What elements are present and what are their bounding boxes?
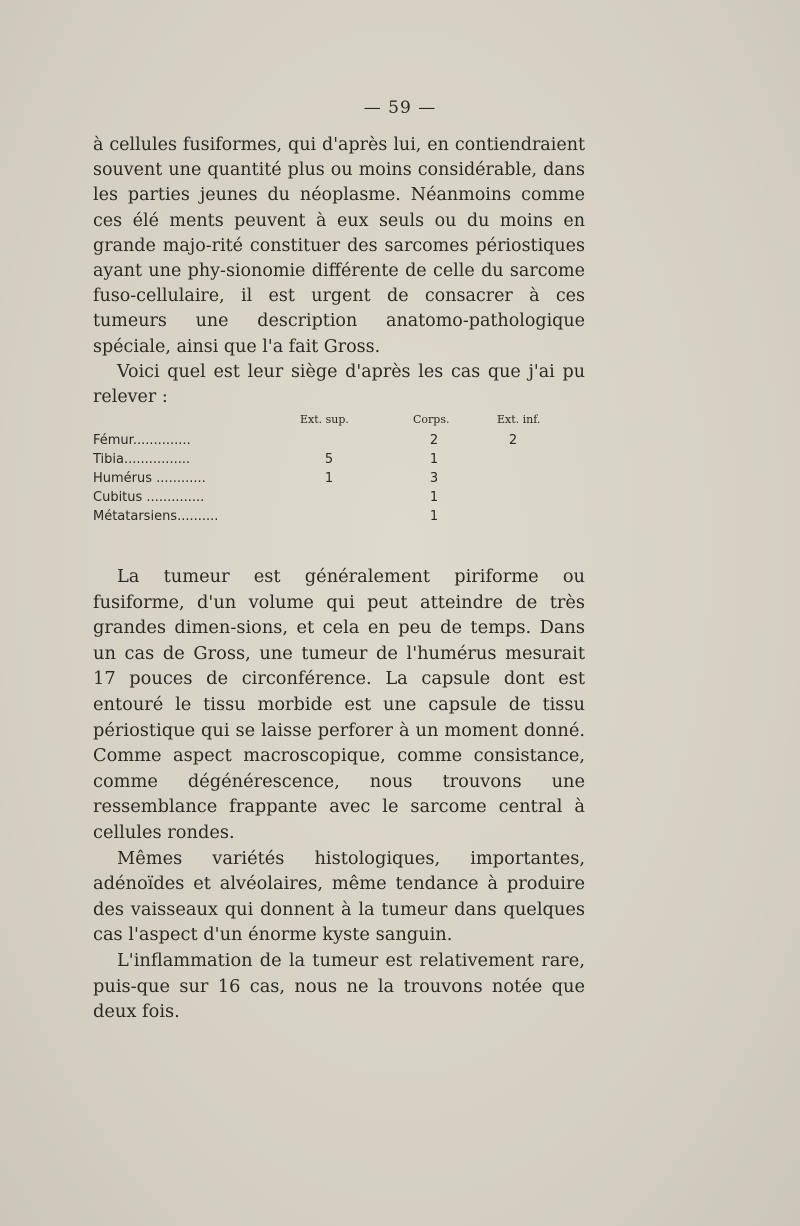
paragraph: L'inflammation de la tumeur est relativement rare, puis-que sur 16 cas, nous ne la trouvons notée que deux fois. <box>93 949 585 1023</box>
paragraph: à cellules fusiformes, qui d'après lui, en contiendraient souvent une quantité plus ou moins considérable, dans les parties jeunes du néoplasme. Néanmoins comme ces élé ments peuvent à eux seuls ou du moins en grande majo-rité constituer des sarcomes périostiques ayant une phy-sionomie différente de celle du sarcome fuso-cellulaire, il est urgent de consacrer à ces tumeurs une description anatomo-pathologique spéciale, ainsi que l'a fait Gross. <box>93 135 585 357</box>
paragraph: Voici quel est leur siège d'après les cas que j'ai pu relever : <box>93 361 585 408</box>
paragraph: La tumeur est généralement piriforme ou fusiforme, d'un volume qui peut atteindre de très grandes dimen-sions, et cela en peu de temps. Dans un cas de Gross, une tumeur de l'humérus mesurait 17 pouces de circonférence. La capsule dont est entouré le tissu morbide est une capsule de tissu périostique qui se laisse perforer à un moment donné. Comme aspect macroscopique, comme consistance, comme dégénérescence, nous trouvons une ressemblance frappante avec le sarcome central à cellules rondes. <box>93 566 585 843</box>
bottom-text <box>93 564 585 1025</box>
cell-corps: 1 <box>429 452 439 467</box>
row-name: Fémur.............. <box>93 433 191 448</box>
cell-sup: 1 <box>324 471 334 486</box>
row-name: Tibia................ <box>93 452 191 467</box>
header-ext-inf: Ext. inf. <box>497 413 541 426</box>
cell-corps: 2 <box>429 433 439 448</box>
cell-corps: 1 <box>429 509 439 524</box>
table-row <box>93 452 593 471</box>
table-row <box>93 471 593 490</box>
table-header <box>93 413 593 433</box>
row-name: Humérus ............ <box>93 471 206 486</box>
cell-corps: 3 <box>429 471 439 486</box>
paragraph: Mêmes variétés histologiques, importantes, adénoïdes et alvéolaires, même tendance à produire des vaisseaux qui donnent à la tumeur dans quelques cas l'aspect d'un énorme kyste sanguin. <box>93 847 585 946</box>
row-name: Métatarsiens.......... <box>93 509 219 524</box>
table-row <box>93 509 593 528</box>
top-text <box>93 133 585 410</box>
page-number: — 59 — <box>363 98 437 118</box>
header-ext-sup: Ext. sup. <box>300 413 349 426</box>
table-row <box>93 490 593 509</box>
location-table <box>93 413 593 528</box>
cell-sup: 5 <box>324 452 334 467</box>
row-name: Cubitus .............. <box>93 490 205 505</box>
header-corps: Corps. <box>413 413 450 426</box>
cell-inf: 2 <box>508 433 518 448</box>
table-row <box>93 433 593 452</box>
cell-corps: 1 <box>429 490 439 505</box>
